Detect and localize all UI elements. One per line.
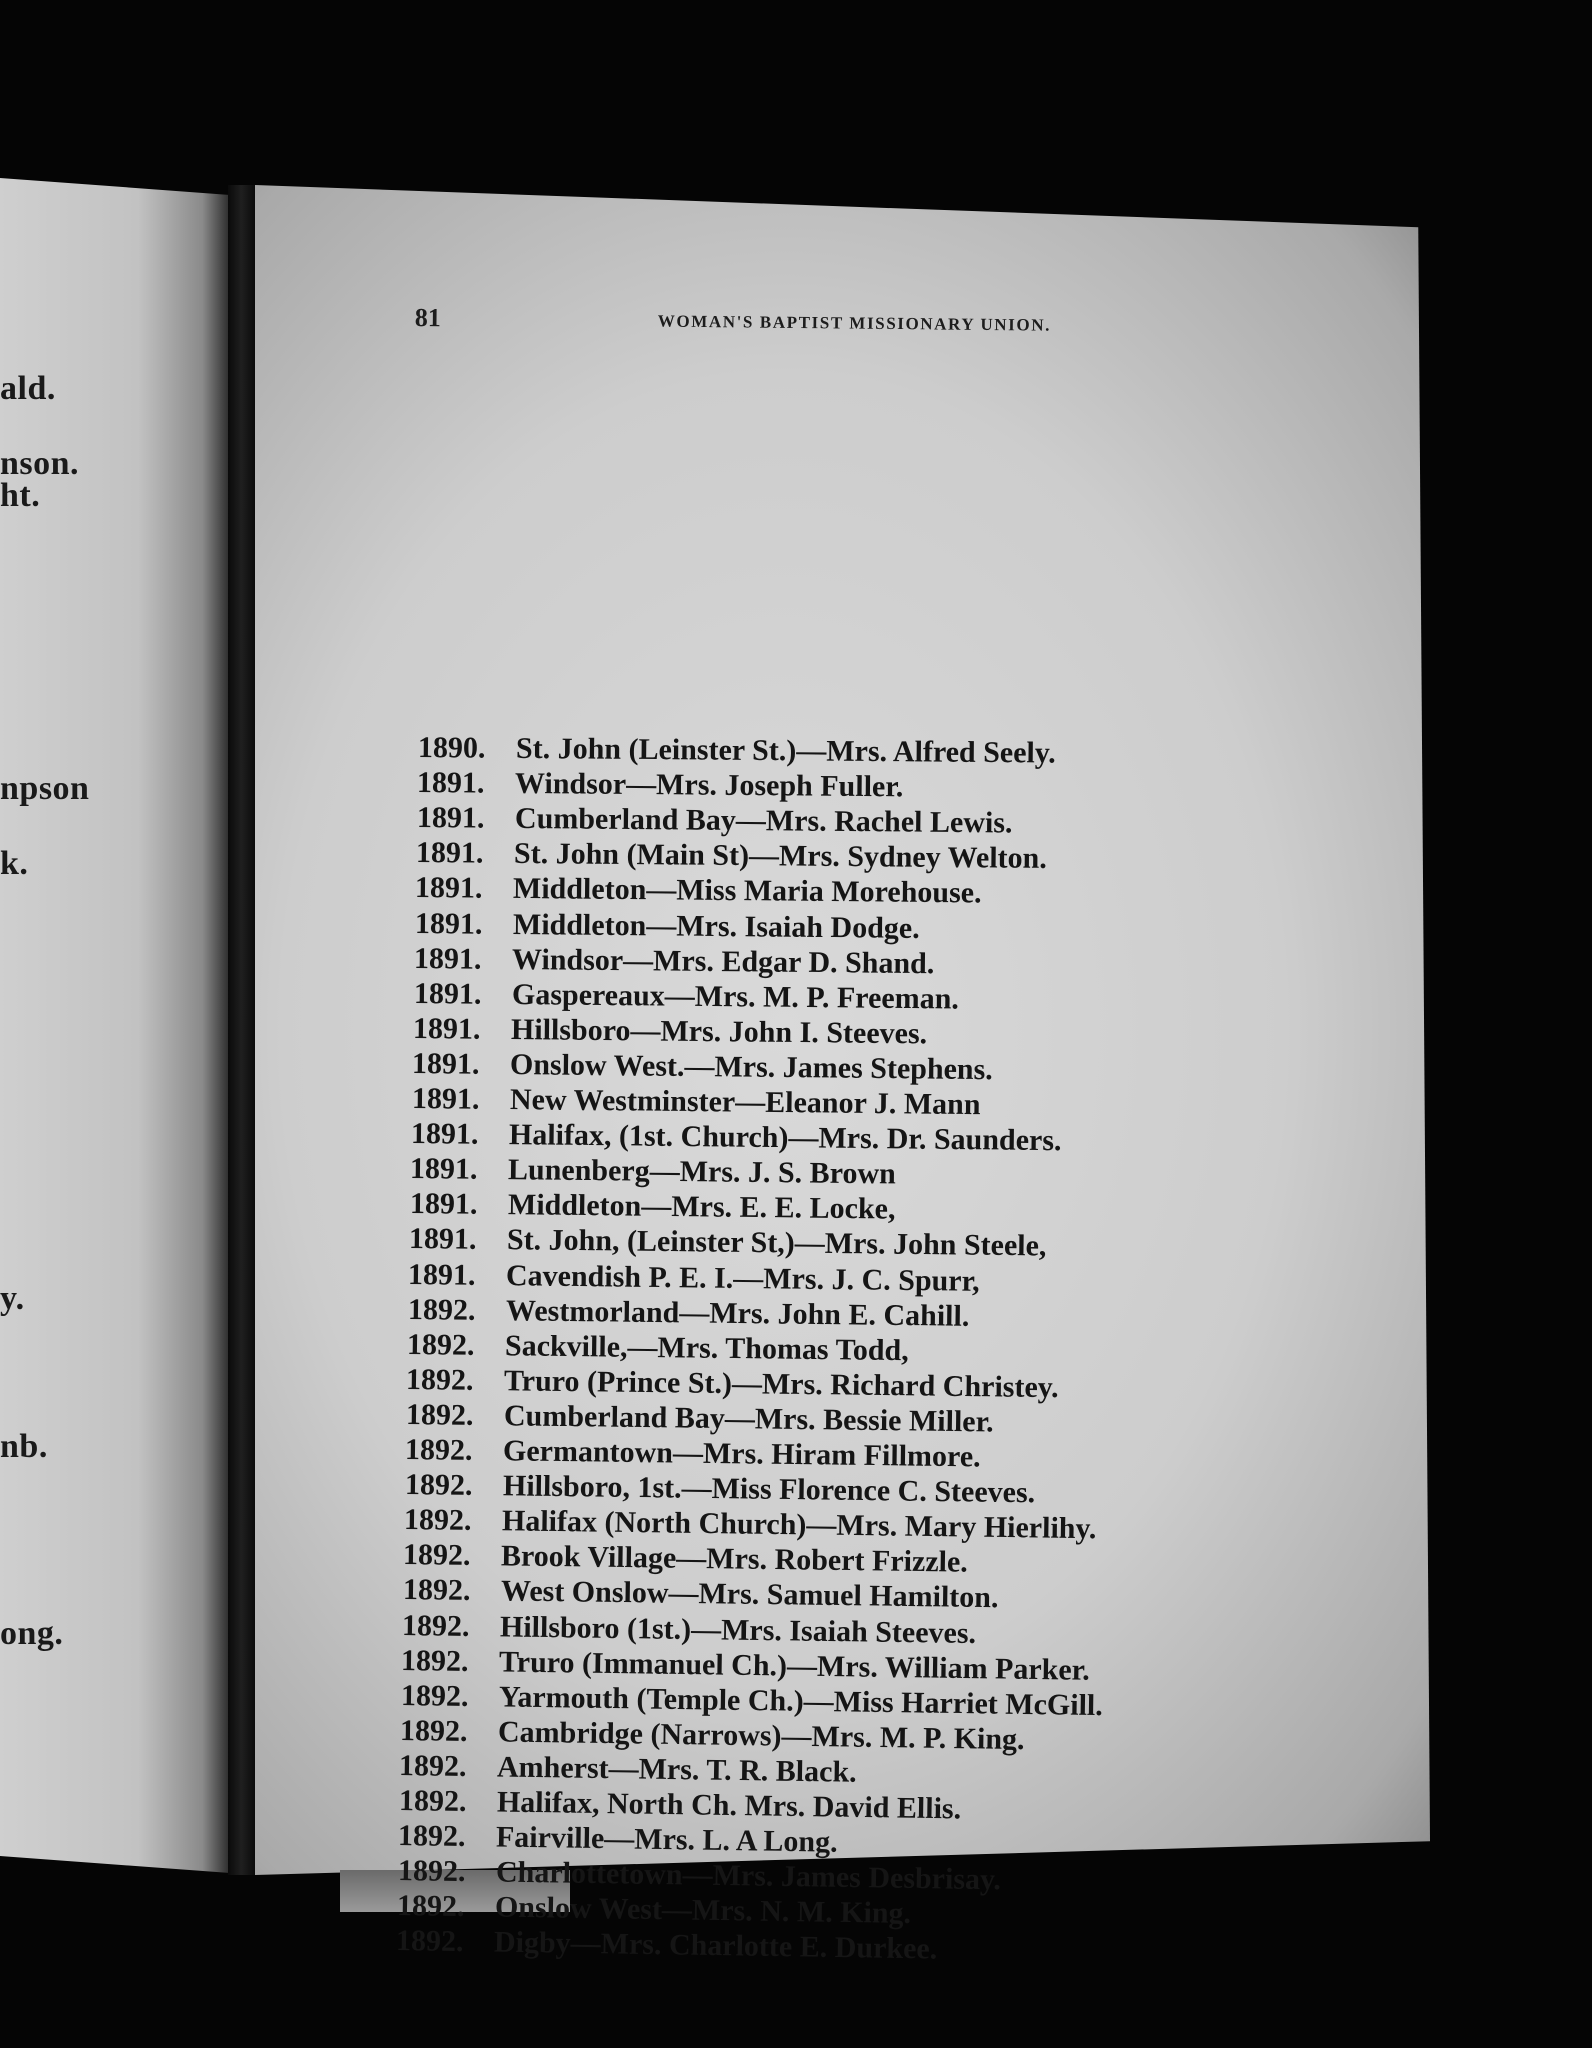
entry-year: 1892.: [401, 1608, 470, 1643]
entry-text: Cambridge (Narrows)—Mrs. M. P. King.: [497, 1715, 1025, 1756]
entry-year: 1891.: [410, 1152, 478, 1186]
left-page-fragment: k.: [0, 845, 29, 882]
list-entry: [408, 1293, 970, 1334]
entry-year: 1892.: [397, 1819, 466, 1854]
entry-text: Hillsboro (1st.)—Mrs. Isaiah Steeves.: [499, 1609, 977, 1650]
entry-year: 1891.: [412, 1046, 480, 1081]
entry-year: 1892.: [404, 1433, 473, 1467]
entry-text: St. John (Main St)—Mrs. Sydney Welton.: [513, 837, 1048, 876]
list-entry: [418, 731, 1056, 771]
entry-year: 1892.: [399, 1748, 468, 1783]
entry-text: Windsor—Mrs. Joseph Fuller.: [515, 766, 904, 804]
entry-year: 1892.: [400, 1678, 469, 1713]
running-title: WOMAN'S BAPTIST MISSIONARY UNION.: [657, 311, 1052, 335]
entry-text: Windsor—Mrs. Edgar D. Shand.: [511, 942, 935, 980]
entry-year: 1892.: [395, 1924, 464, 1959]
entry-text: Gaspereaux—Mrs. M. P. Freeman.: [511, 977, 959, 1016]
left-page-fragment: nson.: [0, 445, 80, 482]
entry-text: Fairville—Mrs. L. A Long.: [495, 1820, 839, 1859]
list-entry: [413, 1012, 927, 1051]
left-page-fragment: ald.: [0, 370, 56, 407]
entry-year: 1892.: [402, 1573, 471, 1608]
entry-year: 1892.: [397, 1854, 466, 1889]
entry-text: Onslow West—Mrs. N. M. King.: [494, 1890, 912, 1931]
entry-text: Halifax (North Church)—Mrs. Mary Hierlihy.: [501, 1504, 1097, 1546]
entry-text: Cumberland Bay—Mrs. Bessie Miller.: [503, 1399, 994, 1439]
entry-year: 1892.: [406, 1327, 475, 1362]
entry-text: Truro (Prince St.)—Mrs. Richard Christey.: [504, 1364, 1060, 1404]
list-entry: [410, 1152, 896, 1191]
entry-year: 1891.: [413, 941, 482, 976]
entry-year: 1892.: [398, 1784, 467, 1819]
list-entry: [408, 1258, 980, 1299]
entry-text: Hillsboro—Mrs. John I. Steeves.: [510, 1012, 928, 1051]
list-entry: [416, 836, 1047, 876]
entry-text: New Westminster—Eleanor J. Mann: [509, 1083, 981, 1122]
list-entry: [399, 1749, 857, 1790]
entry-year: 1892.: [406, 1362, 475, 1397]
entry-year: 1892.: [396, 1889, 465, 1924]
list-entry: [398, 1819, 838, 1860]
entry-year: 1891.: [408, 1257, 477, 1292]
entry-text: Westmorland—Mrs. John E. Cahill.: [505, 1293, 970, 1333]
entry-year: 1892.: [403, 1538, 471, 1573]
list-entry: [411, 1117, 1062, 1158]
entry-text: Charlottetown—Mrs. James Desbrisay.: [495, 1855, 1001, 1897]
entry-text: St. John (Leinster St.)—Mrs. Alfred Seely.: [515, 731, 1056, 770]
entry-year: 1890.: [417, 731, 486, 765]
left-page-fragment: npson: [0, 770, 90, 807]
list-entry: [409, 1187, 895, 1227]
entry-year: 1891.: [414, 906, 483, 941]
entry-year: 1892.: [404, 1468, 473, 1502]
left-page-fragment: ong.: [0, 1615, 64, 1652]
book-gutter: [228, 185, 258, 1875]
entry-year: 1892.: [405, 1397, 474, 1432]
entry-text: Truro (Immanuel Ch.)—Mrs. William Parker.: [499, 1644, 1091, 1687]
entry-year: 1891.: [415, 871, 484, 906]
entry-text: Halifax, North Ch. Mrs. David Ellis.: [496, 1785, 962, 1826]
entry-year: 1891.: [409, 1187, 478, 1222]
entry-year: 1892.: [401, 1643, 470, 1678]
entry-year: 1891.: [413, 976, 482, 1011]
list-entry: [396, 1924, 938, 1967]
entry-text: West Onslow—Mrs. Samuel Hamilton.: [500, 1574, 999, 1615]
list-entry: [417, 766, 904, 804]
entry-text: Onslow West.—Mrs. James Stephens.: [510, 1047, 994, 1087]
entry-text: Middleton—Miss Maria Morehouse.: [513, 872, 983, 910]
list-entry: [415, 871, 982, 910]
entry-text: Germantown—Mrs. Hiram Fillmore.: [502, 1434, 982, 1474]
entry-text: Digby—Mrs. Charlotte E. Durkee.: [493, 1925, 938, 1966]
list-entry: [413, 977, 958, 1017]
list-entry: [406, 1398, 994, 1439]
entry-year: 1891.: [416, 801, 485, 835]
entry-year: 1892.: [403, 1503, 472, 1538]
left-page-fragment: nb.: [0, 1428, 48, 1465]
entry-text: Hillsboro, 1st.—Miss Florence C. Steeves.: [502, 1469, 1035, 1510]
entry-year: 1891.: [411, 1082, 480, 1116]
list-entry: [412, 1047, 993, 1087]
page-number: 81: [414, 303, 441, 333]
entry-year: 1892.: [399, 1713, 468, 1748]
entry-text: Middleton—Mrs. E. E. Locke,: [507, 1188, 896, 1226]
entry-year: 1891.: [408, 1222, 477, 1257]
list-entry: [407, 1328, 909, 1368]
entry-year: 1891.: [410, 1117, 479, 1151]
entry-text: Lunenberg—Mrs. J. S. Brown: [508, 1153, 897, 1191]
entry-text: Brook Village—Mrs. Robert Frizzle.: [501, 1539, 969, 1579]
entry-year: 1891.: [415, 836, 484, 870]
entry-year: 1891.: [412, 1011, 481, 1046]
entry-text: St. John, (Leinster St,)—Mrs. John Steele,: [506, 1223, 1047, 1263]
entry-text: Cumberland Bay—Mrs. Rachel Lewis.: [514, 802, 1013, 840]
entry-text: Cavendish P. E. I.—Mrs. J. C. Spurr,: [506, 1258, 981, 1298]
list-entry: [414, 942, 935, 981]
list-entry: [417, 801, 1013, 840]
left-page-fragment: ht.: [0, 477, 41, 514]
list-entry: [411, 1082, 980, 1122]
entry-text: Middleton—Mrs. Isaiah Dodge.: [512, 907, 920, 945]
entry-text: Halifax, (1st. Church)—Mrs. Dr. Saunders.: [508, 1118, 1062, 1158]
entry-year: 1892.: [407, 1292, 476, 1327]
left-page-fragment: y.: [0, 1280, 25, 1317]
entry-text: Yarmouth (Temple Ch.)—Miss Harriet McGill.: [498, 1680, 1103, 1722]
entry-text: Sackville,—Mrs. Thomas Todd,: [504, 1328, 909, 1367]
entry-year: 1891.: [417, 766, 486, 800]
entry-text: Amherst—Mrs. T. R. Black.: [497, 1750, 858, 1789]
list-entry: [415, 907, 920, 946]
